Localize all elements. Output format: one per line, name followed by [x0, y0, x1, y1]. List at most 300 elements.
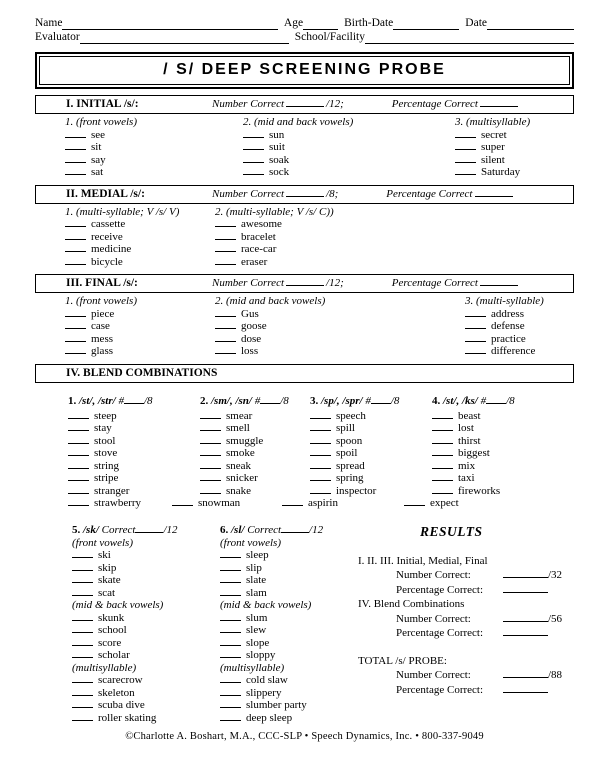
- word-row: [465, 333, 574, 346]
- word-row: [310, 460, 432, 473]
- word-row: [465, 320, 574, 333]
- results-group1-percentage: [358, 583, 574, 598]
- stimulus-word: silent: [481, 153, 505, 166]
- word-row: [465, 345, 574, 358]
- word-row: [215, 333, 465, 346]
- stimulus-word: slippery: [246, 686, 282, 699]
- column-label: 1. (front vowels): [65, 116, 137, 128]
- stimulus-word: awesome: [241, 218, 282, 230]
- response-blank: [220, 637, 241, 646]
- date-label: Date: [465, 17, 487, 29]
- blend-phonemes: /sm/, /sn/: [211, 394, 252, 407]
- score-blank: [503, 569, 548, 578]
- response-blank: [65, 218, 86, 227]
- results-total-number: [358, 668, 574, 683]
- response-blank: [455, 141, 476, 150]
- percentage-correct-blank: [480, 277, 518, 286]
- header-row-2: [35, 30, 574, 44]
- word-row: [68, 472, 200, 485]
- response-blank: [65, 345, 86, 354]
- response-blank: [68, 460, 89, 469]
- stimulus-word: scuba dive: [98, 699, 145, 711]
- response-blank: [465, 333, 486, 342]
- stimulus-word: smell: [226, 422, 250, 434]
- copyright-footer: ©Charlotte A. Boshart, M.A., CCC-SLP • Speech Dynamics, Inc. • 800-337-9049: [125, 731, 484, 742]
- blend-phoneme: /sl/: [231, 523, 245, 536]
- response-blank: [68, 485, 89, 494]
- stimulus-word: medicine: [91, 243, 132, 255]
- word-row: [432, 435, 574, 448]
- word-row: [455, 166, 574, 179]
- percentage-correct-label: Percentage Correct:: [396, 583, 484, 596]
- column-label: 2. (mid and back vowels): [243, 116, 354, 128]
- response-blank: [72, 549, 93, 558]
- age-blank: [303, 21, 338, 30]
- section-initial: [35, 95, 574, 179]
- word-row: [65, 308, 215, 321]
- word-row: [310, 435, 432, 448]
- column-front-vowels: [65, 116, 243, 179]
- word-row: [215, 320, 465, 333]
- word-row: [200, 485, 310, 498]
- stimulus-word: slip: [246, 561, 262, 574]
- stimulus-word: fireworks: [458, 484, 501, 497]
- word-row: [68, 410, 200, 423]
- word-list: [310, 410, 432, 510]
- response-blank: [215, 308, 236, 317]
- stimulus-word: taxi: [458, 472, 475, 484]
- column-label: 1. (multi-syllable; V /s/ V): [65, 205, 180, 218]
- response-blank: [220, 687, 241, 696]
- word-row: [72, 574, 220, 587]
- score-blank: [124, 395, 144, 404]
- section-heading: I. INITIAL /s/:: [66, 98, 139, 110]
- stimulus-word: dose: [241, 332, 262, 345]
- birthdate-label: Birth-Date: [344, 17, 394, 29]
- response-blank: [220, 712, 241, 721]
- stimulus-word: strawberry: [94, 497, 142, 509]
- correct-label: Correct: [247, 523, 282, 536]
- response-blank: [72, 612, 93, 621]
- response-blank: [220, 612, 241, 621]
- response-blank: [243, 166, 264, 175]
- number-correct-label: Number Correct:: [396, 569, 471, 581]
- response-blank: [68, 472, 89, 481]
- column-mid-back-vowels: [215, 295, 465, 358]
- blend-column-sk: [72, 523, 220, 725]
- response-blank: [465, 320, 486, 329]
- blend-phonemes: /st/, /ks/: [443, 394, 478, 407]
- word-row: [68, 447, 200, 460]
- word-row: [432, 422, 574, 435]
- stimulus-word: scat: [98, 586, 116, 599]
- column-label: 3. (multi-syllable): [465, 295, 544, 307]
- stimulus-word: slate: [246, 574, 267, 586]
- response-blank: [65, 243, 86, 252]
- percentage-correct-blank: [475, 188, 513, 197]
- percentage-correct-label: Percentage Correct:: [396, 683, 484, 696]
- stimulus-word: eraser: [241, 255, 268, 268]
- results-panel: [358, 523, 574, 725]
- response-blank: [220, 699, 241, 708]
- word-row: [220, 712, 358, 725]
- word-row: [68, 485, 200, 498]
- blend-column-sp-spr: [310, 394, 432, 510]
- stimulus-word: difference: [491, 345, 536, 357]
- column-label: 2. (mid and back vowels): [215, 295, 326, 307]
- hash-label: #: [254, 394, 261, 407]
- word-row: [65, 256, 215, 269]
- response-blank: [215, 243, 236, 252]
- score-blank: [503, 684, 548, 693]
- word-list: [455, 129, 574, 179]
- stimulus-word: sneak: [226, 459, 252, 472]
- word-row: [220, 649, 358, 662]
- number-correct-label: Number Correct: [212, 277, 285, 289]
- word-list: [72, 549, 220, 599]
- column-front-vowels: [65, 295, 215, 358]
- response-blank: [432, 422, 453, 431]
- stimulus-word: snicker: [226, 472, 258, 484]
- word-row: [310, 447, 432, 460]
- results-group2-percentage: [358, 626, 574, 641]
- word-columns: [35, 206, 574, 269]
- response-blank: [465, 345, 486, 354]
- group-label: (front vowels): [220, 536, 281, 549]
- blend-number: 1.: [68, 394, 77, 407]
- stimulus-word: lost: [458, 422, 474, 434]
- stimulus-word: ski: [98, 549, 111, 561]
- word-row: [215, 308, 465, 321]
- response-blank: [310, 410, 331, 419]
- blend-header: [68, 394, 200, 409]
- response-blank: [200, 410, 221, 419]
- word-row: [65, 345, 215, 358]
- blend-columns: [35, 394, 574, 510]
- response-blank: [65, 231, 86, 240]
- word-list: [220, 612, 358, 662]
- response-blank: [200, 422, 221, 431]
- word-row: [68, 422, 200, 435]
- response-blank: [72, 574, 93, 583]
- stimulus-word: secret: [481, 128, 507, 141]
- word-row: [220, 612, 358, 625]
- response-blank: [220, 649, 241, 658]
- word-row: [220, 699, 358, 712]
- blend-header: [432, 394, 574, 409]
- stimulus-word: smuggle: [226, 434, 264, 447]
- column-label: 1. (front vowels): [65, 295, 137, 307]
- denominator-label: /8;: [326, 187, 339, 200]
- word-row: [200, 447, 310, 460]
- response-blank: [72, 674, 93, 683]
- stimulus-word: sock: [269, 166, 290, 178]
- response-blank: [243, 154, 264, 163]
- word-row: [65, 141, 243, 154]
- word-list: [65, 308, 215, 358]
- response-blank: [72, 649, 93, 658]
- word-list: [68, 410, 200, 510]
- word-row: [65, 320, 215, 333]
- word-row: [200, 435, 310, 448]
- stimulus-word: score: [98, 636, 122, 649]
- stimulus-word: case: [91, 320, 110, 332]
- stimulus-word: steep: [94, 409, 117, 422]
- stimulus-word: goose: [241, 320, 267, 332]
- section-blend-combinations: [35, 364, 574, 725]
- word-list: [72, 674, 220, 724]
- word-list: [215, 308, 465, 358]
- word-row: [72, 587, 220, 600]
- birthdate-blank: [393, 21, 459, 30]
- blend-number: 4.: [432, 394, 441, 407]
- response-blank: [65, 320, 86, 329]
- name-blank: [62, 21, 277, 30]
- denominator-label: /8: [506, 394, 515, 407]
- word-row: [72, 637, 220, 650]
- number-correct-label: Number Correct:: [396, 612, 471, 625]
- response-blank: [68, 447, 89, 456]
- blend-header: [220, 523, 358, 537]
- word-row: [220, 562, 358, 575]
- denominator-label: /12;: [326, 277, 344, 289]
- hash-label: #: [365, 394, 371, 407]
- page-title: / S/ DEEP SCREENING PROBE: [39, 56, 570, 85]
- column-mid-back-vowels: [243, 116, 455, 179]
- results-group1-number: [358, 568, 574, 583]
- stimulus-word: beast: [458, 409, 481, 422]
- score-blank: [503, 584, 548, 593]
- denominator-label: /12;: [326, 98, 344, 110]
- word-columns: [35, 295, 574, 358]
- word-row: [68, 435, 200, 448]
- word-row: [310, 472, 432, 485]
- word-row: [432, 460, 574, 473]
- response-blank: [72, 562, 93, 571]
- response-blank: [200, 472, 221, 481]
- number-correct-label: Number Correct:: [396, 669, 471, 681]
- stimulus-word: biggest: [458, 447, 490, 459]
- score-blank: [135, 524, 163, 533]
- column-label: 2. (multi-syllable; V /s/ C)): [215, 205, 334, 218]
- response-blank: [65, 141, 86, 150]
- word-row: [72, 699, 220, 712]
- stimulus-word: scholar: [98, 649, 130, 661]
- response-blank: [220, 562, 241, 571]
- word-list: [65, 129, 243, 179]
- column-vsv: [65, 206, 215, 269]
- word-row: [243, 141, 455, 154]
- word-row: [455, 141, 574, 154]
- results-group2-heading: IV. Blend Combinations: [358, 598, 465, 610]
- blend-phonemes: /st/, /str/: [79, 394, 116, 407]
- stimulus-word: stripe: [94, 472, 119, 484]
- word-row: [455, 129, 574, 142]
- stimulus-word: expect: [430, 497, 459, 509]
- word-row: [215, 218, 465, 231]
- stimulus-word: Gus: [241, 307, 259, 320]
- word-list: [200, 410, 310, 510]
- word-row: [310, 410, 432, 423]
- stimulus-word: thirst: [458, 434, 481, 447]
- name-label: Name: [35, 17, 63, 29]
- stimulus-word: sun: [269, 128, 285, 141]
- stimulus-word: loss: [241, 345, 259, 357]
- denominator-label: /8: [143, 394, 153, 407]
- response-blank: [432, 460, 453, 469]
- response-blank: [65, 129, 86, 138]
- stimulus-word: mix: [458, 459, 476, 472]
- stimulus-word: spoon: [336, 434, 363, 447]
- blend-number: 2.: [200, 394, 209, 407]
- word-row: [220, 549, 358, 562]
- title-box: [35, 52, 574, 89]
- correct-label: Correct: [101, 523, 136, 536]
- stimulus-word: scarecrow: [98, 674, 143, 686]
- number-correct-label: Number Correct: [212, 98, 285, 110]
- word-row: [200, 472, 310, 485]
- word-row: [72, 624, 220, 637]
- stimulus-word: stranger: [94, 484, 130, 497]
- response-blank: [65, 333, 86, 342]
- response-blank: [72, 587, 93, 596]
- response-blank: [68, 435, 89, 444]
- blend-column-sl: [220, 523, 358, 725]
- response-blank: [310, 485, 331, 494]
- word-row: [72, 562, 220, 575]
- word-list: [215, 218, 465, 268]
- response-blank: [65, 308, 86, 317]
- response-blank: [432, 447, 453, 456]
- response-blank: [65, 154, 86, 163]
- stimulus-word: spill: [336, 422, 355, 434]
- blend-header: [310, 394, 432, 409]
- stimulus-word: smear: [226, 409, 253, 422]
- group-label: (multisyllable): [220, 661, 285, 674]
- word-list: [220, 674, 358, 724]
- group-label: (front vowels): [72, 536, 133, 549]
- response-blank: [72, 687, 93, 696]
- blend-number: 5.: [72, 523, 81, 536]
- percentage-correct-label: Percentage Correct: [391, 98, 478, 110]
- word-row: [72, 687, 220, 700]
- word-row: [65, 333, 215, 346]
- word-row: [65, 166, 243, 179]
- response-blank: [282, 497, 303, 506]
- results-group2-number: [358, 612, 574, 627]
- stimulus-word: stool: [94, 434, 116, 447]
- stimulus-word: slope: [246, 636, 270, 649]
- response-blank: [220, 624, 241, 633]
- word-row: [310, 485, 432, 498]
- denominator-label: /12: [163, 523, 178, 536]
- denominator-label: /32: [548, 569, 563, 581]
- word-row: [215, 345, 465, 358]
- stimulus-word: suit: [269, 141, 285, 153]
- results-total-heading: TOTAL /s/ PROBE:: [358, 654, 447, 667]
- header-row-1: [35, 16, 574, 30]
- school-facility-blank: [365, 35, 574, 44]
- date-blank: [487, 21, 574, 30]
- stimulus-word: sat: [91, 166, 104, 178]
- blend-phonemes: /sp/, /spr/: [321, 394, 363, 407]
- word-row: [220, 574, 358, 587]
- response-blank: [432, 485, 453, 494]
- section-heading: II. MEDIAL /s/:: [66, 187, 145, 200]
- number-correct-label: Number Correct: [212, 187, 285, 200]
- stimulus-word: cassette: [91, 218, 126, 230]
- response-blank: [215, 333, 236, 342]
- word-list: [65, 218, 215, 268]
- results-total-percentage: [358, 683, 574, 698]
- school-facility-label: School/Facility: [294, 31, 365, 43]
- score-blank: [503, 669, 548, 678]
- score-blank: [371, 395, 391, 404]
- word-row: [220, 674, 358, 687]
- response-blank: [72, 699, 93, 708]
- word-row: [243, 166, 455, 179]
- word-row: [72, 549, 220, 562]
- column-multisyllable: [455, 116, 574, 179]
- word-row: [65, 218, 215, 231]
- stimulus-word: string: [94, 459, 120, 472]
- stimulus-word: skeleton: [98, 686, 135, 699]
- stimulus-word: Saturday: [481, 166, 521, 178]
- stimulus-word: piece: [91, 307, 115, 320]
- stimulus-word: stay: [94, 422, 112, 434]
- word-list: [72, 612, 220, 662]
- stimulus-word: inspector: [336, 484, 377, 497]
- response-blank: [68, 410, 89, 419]
- stimulus-word: spring: [336, 472, 364, 484]
- word-row: [215, 243, 465, 256]
- hash-label: #: [480, 394, 487, 407]
- word-row: [220, 587, 358, 600]
- word-row: [220, 637, 358, 650]
- score-blank: [486, 395, 506, 404]
- response-blank: [65, 256, 86, 265]
- response-blank: [310, 435, 331, 444]
- stimulus-word: super: [481, 141, 505, 153]
- score-blank: [260, 395, 280, 404]
- percentage-correct-label: Percentage Correct:: [396, 627, 484, 639]
- evaluator-label: Evaluator: [35, 31, 80, 43]
- stimulus-word: mess: [91, 332, 113, 345]
- column-multisyllable: [465, 295, 574, 358]
- stimulus-word: slew: [246, 624, 267, 636]
- section-heading: III. FINAL /s/:: [66, 277, 138, 289]
- blend-header: [72, 523, 220, 537]
- stimulus-word: bicycle: [91, 255, 123, 268]
- stimulus-word: receive: [91, 230, 123, 243]
- denominator-label: /88: [548, 669, 563, 681]
- word-row: [65, 154, 243, 167]
- stimulus-word: skip: [98, 561, 117, 574]
- stimulus-word: race-car: [241, 243, 277, 255]
- stimulus-word: aspirin: [308, 497, 338, 509]
- section-final: [35, 274, 574, 358]
- word-row: [465, 308, 574, 321]
- group-label: (multisyllable): [72, 661, 137, 674]
- stimulus-word: slam: [246, 586, 267, 599]
- number-correct-blank: [286, 98, 324, 107]
- stimulus-word: bracelet: [241, 230, 276, 243]
- word-row: [65, 129, 243, 142]
- word-row: [215, 231, 465, 244]
- score-blank: [281, 524, 309, 533]
- blend-column-sm-sn: [200, 394, 310, 510]
- age-label: Age: [283, 17, 304, 29]
